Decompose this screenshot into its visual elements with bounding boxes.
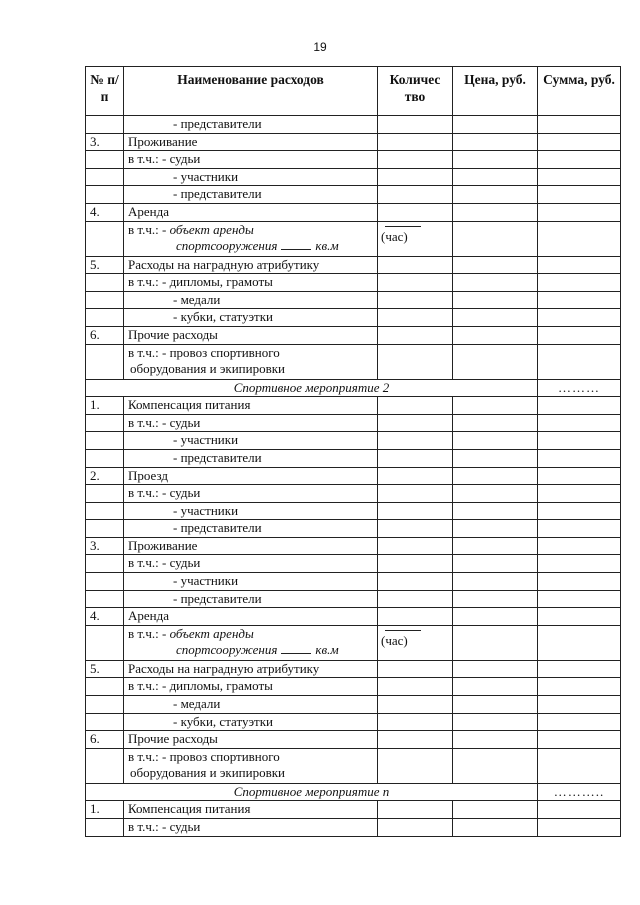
row-number	[86, 573, 124, 591]
table-row	[86, 414, 621, 432]
expense-name	[124, 748, 378, 783]
row-number: 6.	[86, 326, 124, 344]
price-cell	[453, 432, 538, 450]
price-cell	[453, 731, 538, 749]
sum-cell	[538, 502, 621, 520]
qty-cell	[378, 449, 453, 467]
sum-cell	[538, 608, 621, 626]
qty-cell	[378, 801, 453, 819]
table-header-row	[86, 67, 621, 116]
qty-cell	[378, 221, 453, 256]
row-number	[86, 748, 124, 783]
table-row	[86, 713, 621, 731]
table-row	[86, 608, 621, 626]
price-cell	[453, 801, 538, 819]
expense-label-line2: оборудования и экипировки	[130, 764, 286, 780]
price-cell	[453, 485, 538, 503]
expense-name	[124, 344, 378, 379]
expense-label: Компенсация питания	[128, 397, 251, 413]
expense-label: - кубки, статуэтки	[173, 309, 274, 325]
qty-cell	[378, 819, 453, 837]
qty-cell	[378, 678, 453, 696]
price-cell	[453, 116, 538, 134]
expense-label: - представители	[173, 116, 262, 131]
table-row	[86, 696, 621, 714]
expense-label: Компенсация питания	[128, 801, 251, 817]
price-cell	[453, 186, 538, 204]
expense-label: - представители	[173, 449, 262, 465]
expense-name	[124, 309, 378, 327]
expense-name	[124, 625, 378, 660]
table-row	[86, 256, 621, 274]
expense-name	[124, 326, 378, 344]
price-cell	[453, 221, 538, 256]
price-cell	[453, 326, 538, 344]
table-row	[86, 116, 621, 134]
row-number	[86, 168, 124, 186]
expense-prefix: в т.ч.: -	[128, 221, 170, 237]
expense-name	[124, 467, 378, 485]
qty-cell	[378, 203, 453, 221]
expense-name	[124, 696, 378, 714]
sum-cell	[538, 537, 621, 555]
expense-label: Прочие расходы	[128, 326, 218, 342]
table-row	[86, 467, 621, 485]
expense-name	[124, 116, 378, 134]
expense-label: в т.ч.: - дипломы, грамоты	[128, 678, 273, 694]
sum-cell	[538, 713, 621, 731]
sum-cell	[538, 116, 621, 134]
price-cell	[453, 467, 538, 485]
qty-cell	[378, 748, 453, 783]
qty-cell	[378, 274, 453, 292]
expense-name	[124, 151, 378, 169]
price-cell	[453, 555, 538, 573]
qty-cell	[378, 608, 453, 626]
qty-cell	[378, 344, 453, 379]
price-cell	[453, 274, 538, 292]
qty-cell	[378, 555, 453, 573]
expense-name	[124, 133, 378, 151]
table-row	[86, 221, 621, 256]
expense-table	[85, 66, 621, 837]
rent-facility-label: спортсооружения	[176, 237, 278, 253]
qty-cell	[378, 291, 453, 309]
row-number	[86, 696, 124, 714]
expense-name	[124, 801, 378, 819]
expense-name	[124, 502, 378, 520]
row-number	[86, 485, 124, 503]
rent-unit-label: кв.м	[315, 237, 339, 253]
sum-cell	[538, 573, 621, 591]
expense-label: - представители	[173, 520, 262, 536]
expense-label: в т.ч.: - судьи	[128, 485, 201, 501]
qty-cell	[378, 186, 453, 204]
page-number: 19	[313, 40, 327, 54]
table-body	[86, 116, 621, 837]
price-cell	[453, 414, 538, 432]
section-sum-dots: ………	[538, 379, 621, 397]
sum-cell	[538, 256, 621, 274]
sum-cell	[538, 414, 621, 432]
sum-cell	[538, 678, 621, 696]
header-num: № п/п	[86, 67, 124, 116]
qty-cell	[378, 151, 453, 169]
row-number: 1.	[86, 397, 124, 415]
table-row	[86, 660, 621, 678]
price-cell	[453, 608, 538, 626]
price-cell	[453, 696, 538, 714]
expense-name	[124, 485, 378, 503]
expense-name	[124, 414, 378, 432]
sum-cell	[538, 590, 621, 608]
expense-name	[124, 590, 378, 608]
price-cell	[453, 520, 538, 538]
qty-unit-label: (час)	[381, 632, 408, 648]
sum-cell	[538, 485, 621, 503]
row-number	[86, 555, 124, 573]
sum-cell	[538, 731, 621, 749]
expense-label: Аренда	[128, 608, 169, 624]
sum-cell	[538, 151, 621, 169]
table-row	[86, 186, 621, 204]
expense-label: - участники	[173, 502, 239, 518]
qty-cell	[378, 731, 453, 749]
row-number	[86, 502, 124, 520]
sum-cell	[538, 432, 621, 450]
sum-cell	[538, 168, 621, 186]
row-number	[86, 678, 124, 696]
header-price: Цена, руб.	[453, 67, 538, 116]
row-number	[86, 116, 124, 134]
sum-cell	[538, 819, 621, 837]
row-number	[86, 186, 124, 204]
expense-name	[124, 291, 378, 309]
price-cell	[453, 133, 538, 151]
table-row	[86, 274, 621, 292]
table-row	[86, 555, 621, 573]
expense-label-line1: в т.ч.: - провоз спортивного	[128, 344, 280, 360]
expense-label: Проживание	[128, 133, 198, 149]
price-cell	[453, 502, 538, 520]
table-row	[86, 573, 621, 591]
price-cell	[453, 713, 538, 731]
expense-label: - участники	[173, 168, 239, 184]
row-number: 3.	[86, 133, 124, 151]
table-row	[86, 432, 621, 450]
expense-name	[124, 819, 378, 837]
expense-name	[124, 555, 378, 573]
price-cell	[453, 678, 538, 696]
expense-label: - медали	[173, 291, 221, 307]
qty-cell	[378, 520, 453, 538]
price-cell	[453, 309, 538, 327]
row-number	[86, 819, 124, 837]
expense-label: Проживание	[128, 537, 198, 553]
qty-cell	[378, 467, 453, 485]
rent-object-label: объект аренды	[169, 625, 254, 641]
row-number: 5.	[86, 660, 124, 678]
expense-name	[124, 397, 378, 415]
table-row	[86, 801, 621, 819]
qty-blank-line	[385, 630, 421, 631]
price-cell	[453, 449, 538, 467]
row-number	[86, 625, 124, 660]
table-row	[86, 133, 621, 151]
table-row	[86, 485, 621, 503]
row-number	[86, 713, 124, 731]
expense-label: Расходы на наградную атрибутику	[128, 256, 320, 272]
sum-cell	[538, 801, 621, 819]
expense-label: - кубки, статуэтки	[173, 713, 274, 729]
sum-cell	[538, 520, 621, 538]
row-number: 4.	[86, 608, 124, 626]
section-title: Спортивное мероприятие n	[86, 783, 538, 801]
qty-cell	[378, 133, 453, 151]
qty-cell	[378, 590, 453, 608]
table-row	[86, 168, 621, 186]
sum-cell	[538, 625, 621, 660]
sum-cell	[538, 449, 621, 467]
table-row	[86, 326, 621, 344]
sum-cell	[538, 133, 621, 151]
row-number: 5.	[86, 256, 124, 274]
price-cell	[453, 151, 538, 169]
price-cell	[453, 590, 538, 608]
expense-name	[124, 678, 378, 696]
price-cell	[453, 625, 538, 660]
table-row	[86, 590, 621, 608]
qty-blank-line	[385, 226, 421, 227]
blank-underline	[281, 249, 311, 250]
sum-cell	[538, 326, 621, 344]
price-cell	[453, 291, 538, 309]
row-number	[86, 291, 124, 309]
table-row	[86, 151, 621, 169]
sum-cell	[538, 186, 621, 204]
expense-label: в т.ч.: - судьи	[128, 555, 201, 571]
row-number	[86, 449, 124, 467]
expense-name	[124, 537, 378, 555]
row-number	[86, 221, 124, 256]
table-row	[86, 291, 621, 309]
row-number	[86, 590, 124, 608]
qty-cell	[378, 256, 453, 274]
header-sum: Сумма, руб.	[538, 67, 621, 116]
row-number	[86, 274, 124, 292]
sum-cell	[538, 344, 621, 379]
qty-cell	[378, 116, 453, 134]
blank-underline	[281, 653, 311, 654]
rent-facility-label: спортсооружения	[176, 641, 278, 657]
row-number	[86, 432, 124, 450]
sum-cell	[538, 397, 621, 415]
expense-label: в т.ч.: - судьи	[128, 414, 201, 430]
expense-label-line2: оборудования и экипировки	[130, 360, 286, 376]
expense-name	[124, 713, 378, 731]
expense-name	[124, 520, 378, 538]
expense-name	[124, 449, 378, 467]
expense-name	[124, 432, 378, 450]
expense-name	[124, 731, 378, 749]
price-cell	[453, 256, 538, 274]
price-cell	[453, 203, 538, 221]
qty-cell	[378, 432, 453, 450]
price-cell	[453, 819, 538, 837]
table-row	[86, 783, 621, 801]
price-cell	[453, 168, 538, 186]
sum-cell	[538, 748, 621, 783]
sum-cell	[538, 203, 621, 221]
expense-name	[124, 660, 378, 678]
row-number: 4.	[86, 203, 124, 221]
expense-name	[124, 608, 378, 626]
qty-cell	[378, 573, 453, 591]
qty-cell	[378, 309, 453, 327]
sum-cell	[538, 274, 621, 292]
expense-label: Проезд	[128, 467, 168, 483]
price-cell	[453, 344, 538, 379]
expense-name	[124, 573, 378, 591]
table-row	[86, 625, 621, 660]
sum-cell	[538, 467, 621, 485]
expense-name	[124, 186, 378, 204]
table-row	[86, 449, 621, 467]
expense-label: - участники	[173, 573, 239, 589]
rent-unit-label: кв.м	[315, 641, 339, 657]
expense-name	[124, 256, 378, 274]
table-row	[86, 520, 621, 538]
row-number	[86, 309, 124, 327]
table-row	[86, 502, 621, 520]
price-cell	[453, 397, 538, 415]
expense-label: - представители	[173, 186, 262, 202]
expense-name	[124, 168, 378, 186]
price-cell	[453, 537, 538, 555]
expense-label: - медали	[173, 696, 221, 712]
table-row	[86, 344, 621, 379]
table-row	[86, 537, 621, 555]
sum-cell	[538, 221, 621, 256]
row-number	[86, 414, 124, 432]
table-row	[86, 678, 621, 696]
table-row	[86, 379, 621, 397]
row-number: 3.	[86, 537, 124, 555]
expense-label: в т.ч.: - судьи	[128, 151, 201, 167]
qty-cell	[378, 537, 453, 555]
expense-label: - представители	[173, 590, 262, 606]
expense-label: Расходы на наградную атрибутику	[128, 660, 320, 676]
expense-name	[124, 221, 378, 256]
sum-cell	[538, 660, 621, 678]
expense-label-line1: в т.ч.: - провоз спортивного	[128, 748, 280, 764]
row-number	[86, 344, 124, 379]
sum-cell	[538, 309, 621, 327]
table-row	[86, 819, 621, 837]
table-row	[86, 309, 621, 327]
qty-cell	[378, 660, 453, 678]
qty-cell	[378, 713, 453, 731]
qty-cell	[378, 326, 453, 344]
qty-cell	[378, 625, 453, 660]
qty-cell	[378, 502, 453, 520]
qty-cell	[378, 397, 453, 415]
qty-cell	[378, 168, 453, 186]
qty-cell	[378, 696, 453, 714]
rent-object-label: объект аренды	[169, 221, 254, 237]
expense-name	[124, 274, 378, 292]
row-number	[86, 151, 124, 169]
row-number	[86, 520, 124, 538]
price-cell	[453, 748, 538, 783]
expense-label: в т.ч.: - судьи	[128, 819, 201, 834]
sum-cell	[538, 291, 621, 309]
header-name: Наименование расходов	[124, 67, 378, 116]
table-row	[86, 748, 621, 783]
table-row	[86, 203, 621, 221]
qty-cell	[378, 485, 453, 503]
row-number: 1.	[86, 801, 124, 819]
qty-unit-label: (час)	[381, 228, 408, 244]
row-number: 2.	[86, 467, 124, 485]
row-number: 6.	[86, 731, 124, 749]
expense-label: - участники	[173, 432, 239, 448]
expense-label: Прочие расходы	[128, 731, 218, 747]
price-cell	[453, 660, 538, 678]
header-qty: Количес тво	[378, 67, 453, 116]
expense-name	[124, 203, 378, 221]
table-row	[86, 397, 621, 415]
qty-cell	[378, 414, 453, 432]
table-row	[86, 731, 621, 749]
sum-cell	[538, 555, 621, 573]
section-title: Спортивное мероприятие 2	[86, 379, 538, 397]
expense-prefix: в т.ч.: -	[128, 625, 170, 641]
section-sum-dots: ………..	[538, 783, 621, 801]
price-cell	[453, 573, 538, 591]
sum-cell	[538, 696, 621, 714]
expense-label: в т.ч.: - дипломы, грамоты	[128, 274, 273, 290]
expense-label: Аренда	[128, 203, 169, 219]
